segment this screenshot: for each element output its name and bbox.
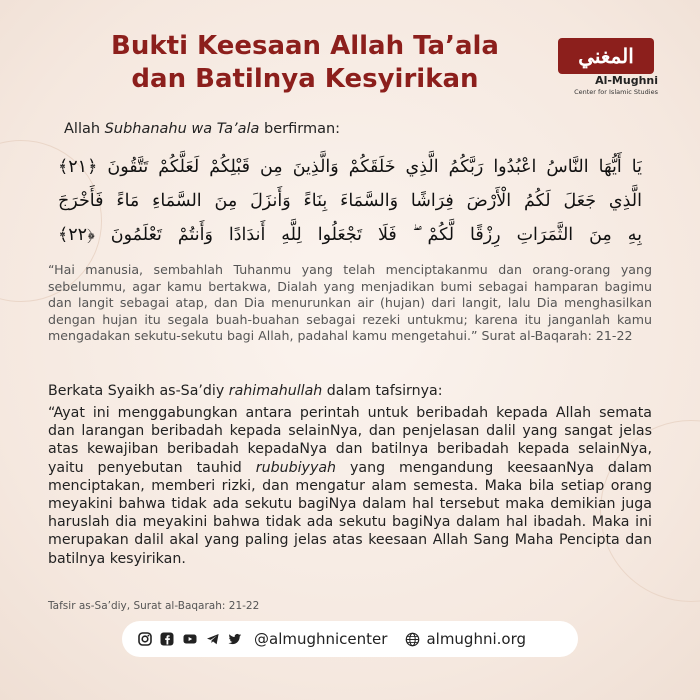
logo-name: Al-Mughni <box>595 74 658 87</box>
telegram-icon[interactable] <box>206 632 220 646</box>
intro-text: Allah <box>64 121 105 137</box>
globe-icon <box>405 632 420 647</box>
website-link[interactable] <box>405 630 526 648</box>
social-footer <box>122 621 578 657</box>
page-title <box>90 30 520 96</box>
tafsir-quote-part-1: “Ayat ini menggabungkan antara perintah untuk beribadah kepada Allah semata dan larangan beribadah kepada selainNya, dan penjelasan dalil yang sangat jelas atas kewajiban beribadah kepadaNya dan batilnya beribadah kepada selainNya, yaitu penyebutan tauhid <box>48 405 652 476</box>
facebook-icon[interactable] <box>160 632 174 646</box>
instagram-icon[interactable] <box>138 632 152 646</box>
youtube-icon[interactable] <box>182 632 198 646</box>
tafsir-heading <box>48 383 443 399</box>
intro-text-end: berfirman: <box>259 121 341 137</box>
tafsir-quote-part-2: yang mengandung keesaanNya dalam menciptakan, memberi rizki, dan mengatur alam semesta. Maka bila setiap orang meyakini bahwa tidak ada sekutu bagiNya dalam hal tersebut maka demikian juga haruslah dia meyakini bahwa tidak ada sekutu bagiNya dalam hal ibadah. Maka ini merupakan dalil akal yang paling jelas atas keesaan Allah Sang Maha Pencipta dan batilnya kesyirikan. <box>48 459 653 567</box>
verse-line-2: الَّذِي جَعَلَ لَكُمُ الْأَرْضَ فِرَاشًا وَالسَّمَاءَ بِنَاءً وَأَنزَلَ مِنَ السَّمَاءِ مَاءً فَأَخْرَجَ <box>58 191 642 211</box>
tafsir-heading-italic: rahimahullah <box>228 383 323 399</box>
tafsir-heading-end: dalam tafsirnya: <box>322 383 443 399</box>
al-mughni-logo <box>558 38 664 102</box>
tafsir-source: Tafsir as-Sa’diy, Surat al-Baqarah: 21-22 <box>48 600 260 612</box>
logo-subtitle: Center for Islamic Studies <box>574 88 658 96</box>
twitter-icon[interactable] <box>228 632 242 646</box>
logo-badge <box>558 38 654 74</box>
title-line-1: Bukti Keesaan Allah Ta’ala <box>111 31 499 61</box>
social-handle[interactable]: @almughnicenter <box>254 630 388 648</box>
verse-intro <box>64 121 340 137</box>
logo-arabic-text: المغني <box>578 44 634 68</box>
tafsir-heading-text: Berkata Syaikh as-Sa’diy <box>48 383 229 399</box>
title-line-2: dan Batilnya Kesyirikan <box>131 64 479 94</box>
verse-line-3: بِهِ مِنَ الثَّمَرَاتِ رِزْقًا لَّكُمْ ۖ فَلَا تَجْعَلُوا لِلَّهِ أَندَادًا وَأَنتُمْ تَعْلَمُونَ ﴿٢٢﴾ <box>58 225 642 245</box>
quran-verse <box>58 150 642 252</box>
tafsir-quote-italic: rububiyyah <box>255 459 337 476</box>
tafsir-quote <box>48 404 652 568</box>
intro-italic: Subhanahu wa Ta’ala <box>104 121 260 137</box>
verse-line-1: يَا أَيُّهَا النَّاسُ اعْبُدُوا رَبَّكُمُ الَّذِي خَلَقَكُمْ وَالَّذِينَ مِن قَبْلِكُمْ لَعَلَّكُمْ تَتَّقُونَ ﴿٢١﴾ <box>58 157 642 177</box>
website-url[interactable]: almughni.org <box>426 630 527 648</box>
verse-translation: “Hai manusia, sembahlah Tuhanmu yang telah menciptakanmu dan orang-orang yang sebelummu, agar kamu bertakwa, Dialah yang menjadikan bumi sebagai hamparan bagimu dan langit sebagai atap, dan Dia menurunkan air (hujan) dari langit, lalu Dia menghasilkan dengan hujan itu segala buah-buahan sebagai rezeki untukmu; karena itu janganlah kamu mengadakan sekutu-sekutu bagi Allah, padahal kamu mengetahui.” Surat al-Baqarah: 21-22 <box>48 262 652 343</box>
